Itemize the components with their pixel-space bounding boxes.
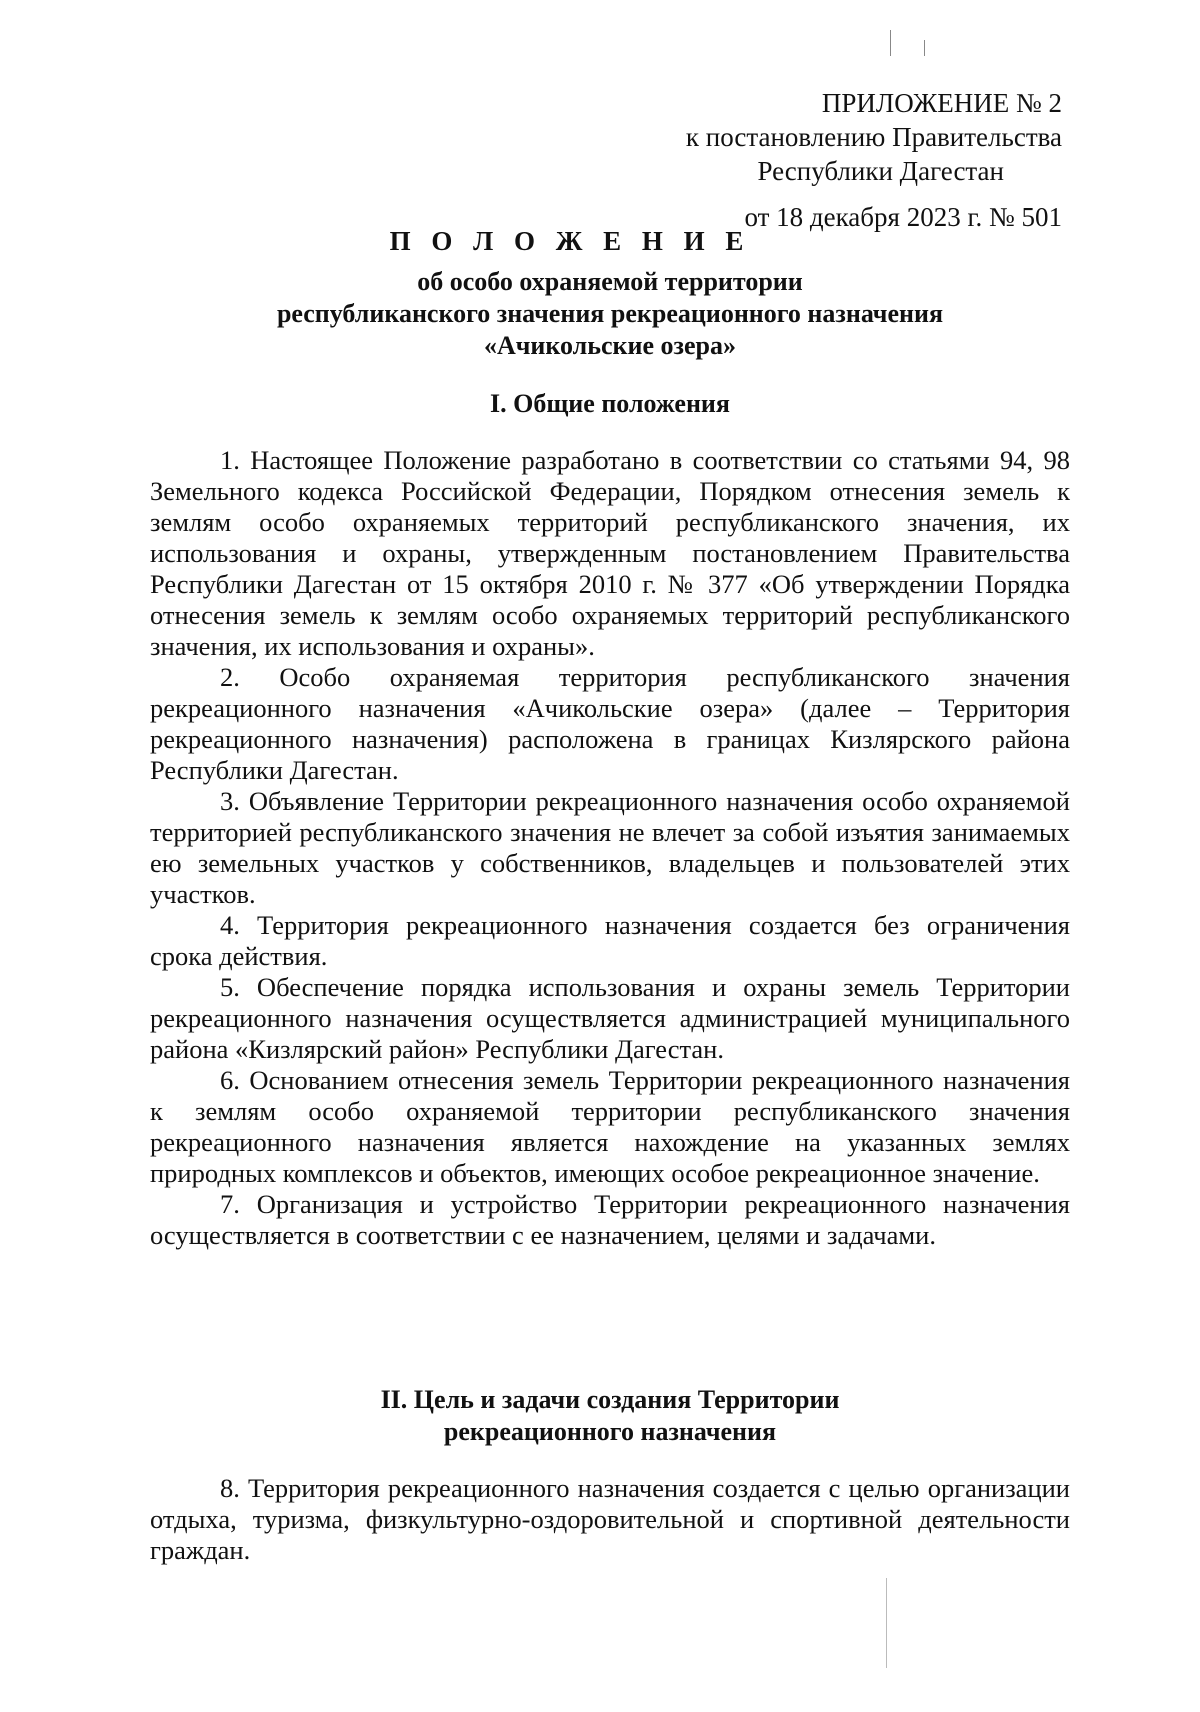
scan-artifact [924, 40, 925, 56]
subtitle-line: «Ачикольские озера» [483, 331, 737, 360]
paragraph: 4. Территория рекреационного назначения создается без ограничения срока действия. [150, 910, 1070, 971]
appendix-date-number: от 18 декабря 2023 г. № 501 [744, 202, 1062, 232]
scan-artifact [886, 1578, 887, 1668]
paragraph: 2. Особо охраняемая территория республиканского значения рекреационного назначения «Ачикольские озера» (далее – Территория рекреационного назначения) расположена в границах Кизлярского района Республики Дагестан. [150, 662, 1070, 785]
section-1-heading: I. Общие положения [490, 389, 730, 418]
appendix-reference: к постановлению Правительства [685, 122, 1062, 152]
paragraph: 7. Организация и устройство Территории рекреационного назначения осуществляется в соответствии с ее назначением, целями и задачами. [150, 1189, 1070, 1250]
paragraph: 3. Объявление Территории рекреационного назначения особо охраняемой территорией республиканского значения не влечет за собой изъятия занимаемых ею земельных участков у собственников, владельцев и пользователей этих участков. [150, 786, 1070, 909]
section-2-heading-line: рекреационного назначения [443, 1417, 777, 1446]
paragraph: 5. Обеспечение порядка использования и охраны земель Территории рекреационного назначения осуществляется администрацией муниципального района «Кизлярский район» Республики Дагестан. [150, 972, 1070, 1064]
subtitle-line: республиканского значения рекреационного назначения [276, 299, 944, 328]
section-2-heading [150, 1384, 1070, 1448]
document-title: П О Л О Ж Е Н И Е [389, 226, 751, 256]
appendix-title: ПРИЛОЖЕНИЕ № 2 [821, 88, 1062, 118]
appendix-block [686, 86, 1062, 234]
section-2-heading-line: II. Цель и задачи создания Территории [380, 1385, 840, 1414]
paragraph: 6. Основанием отнесения земель Территории рекреационного назначения к землям особо охраняемой территории республиканского значения рекреационного назначения является нахождение на указанных землях природных комплексов и объектов, имеющих особое рекреационное значение. [150, 1065, 1070, 1188]
section-1-body [150, 445, 1070, 1251]
subtitle-line: об особо охраняемой территории [417, 267, 803, 296]
section-2-body [150, 1473, 1070, 1566]
paragraph: 1. Настоящее Положение разработано в соответствии со статьями 94, 98 Земельного кодекса Российской Федерации, Порядком отнесения земель к землям особо охраняемых территорий республиканского значения, их использования и охраны, утвержденным постановлением Правительства Республики Дагестан от 15 октября 2010 г. № 377 «Об утверждении Порядка отнесения земель к землям особо охраняемых территорий республиканского значения, их использования и охраны». [150, 445, 1070, 661]
scan-artifact [890, 30, 891, 56]
document-subtitle [150, 266, 1070, 362]
paragraph: 8. Территория рекреационного назначения создается с целью организации отдыха, туризма, физкультурно-оздоровительной и спортивной деятельности граждан. [150, 1473, 1070, 1565]
appendix-region: Республики Дагестан [757, 156, 1004, 186]
